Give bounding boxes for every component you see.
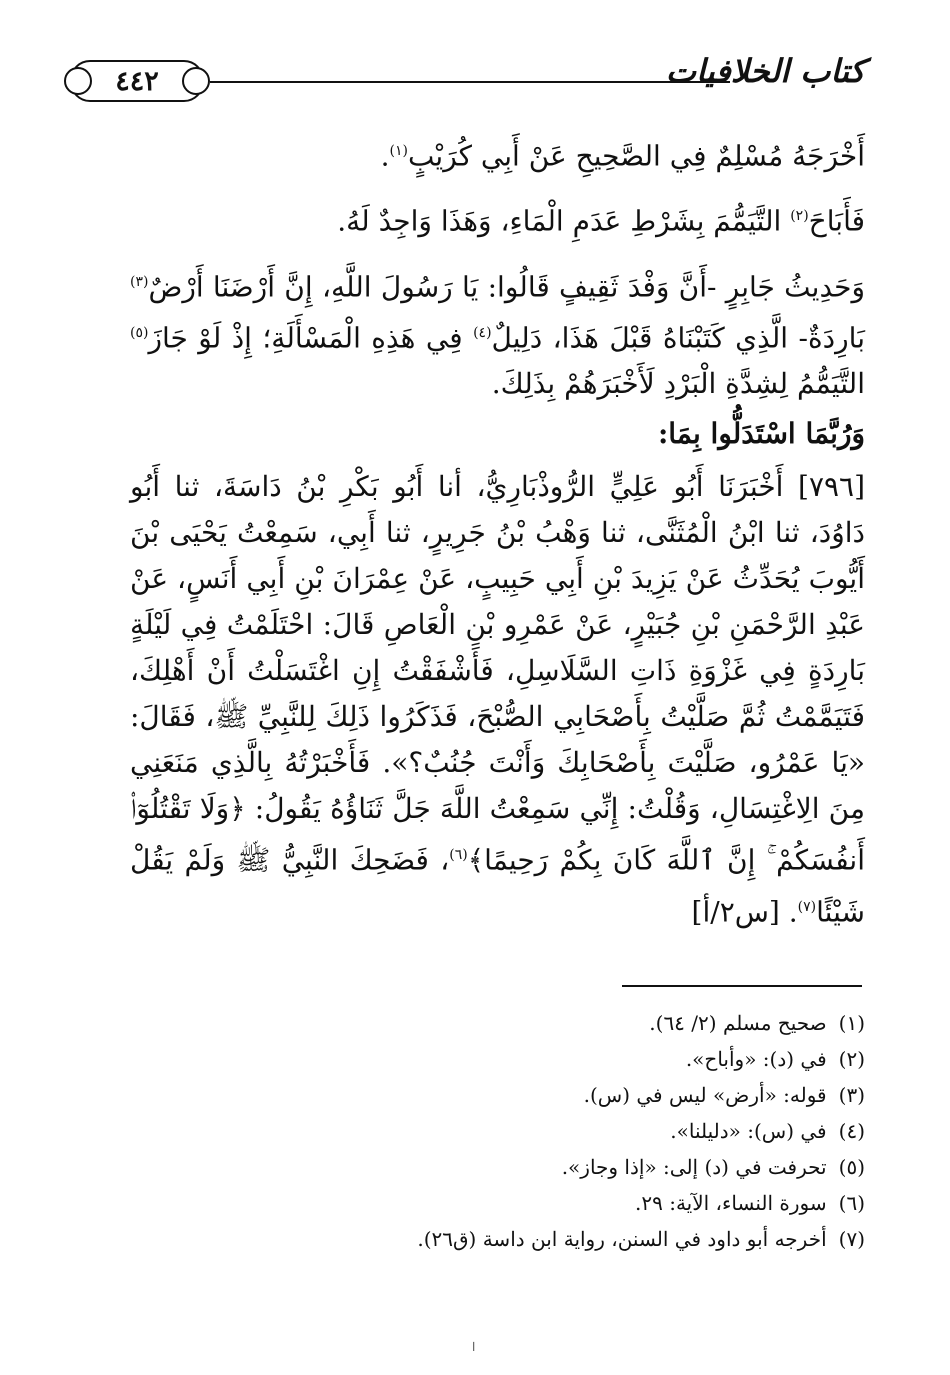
- footnote-number: (٦): [838, 1191, 865, 1215]
- hadith-paragraph: [130, 464, 865, 935]
- header-rule: [210, 81, 730, 83]
- footnote-number: (٣): [838, 1083, 865, 1107]
- footnote-ref: (٥): [130, 324, 149, 341]
- paragraph-1: [130, 128, 865, 179]
- footnote-ref: (٣): [130, 273, 149, 290]
- paragraph-3: [130, 259, 865, 408]
- footnote-ref: (٦): [449, 847, 468, 864]
- book-title: كتاب الخلافيات: [665, 52, 865, 90]
- text-run: التَّيَمُّمُ لِشِدَّةِ الْبَرْدِ لَأَخْبَرَهُمْ بِذَلِكَ.: [491, 367, 865, 401]
- footnote-text: صحيح مسلم (٢/ ٦٤).: [649, 1011, 827, 1035]
- footnote-number: (٤): [838, 1119, 865, 1143]
- main-text: [130, 128, 865, 935]
- paragraph-2: [130, 193, 865, 244]
- footnote-ref: (١): [389, 143, 408, 159]
- footnote-ref: (٢): [790, 208, 809, 225]
- footnote-text: في (س): «دليلنا».: [670, 1119, 827, 1143]
- footnote-5: [130, 1149, 865, 1185]
- text-run: [٧٩٦] أَخْبَرَنَا أَبُو عَلِيٍّ الرُّوذْبَارِيُّ، أنا أَبُو بَكْرِ بْنُ دَاسَةَ، ثنا أَبُو دَاوُدَ، ثنا ابْنُ الْمُثَنَّى، ثنا وَهْبُ بْنُ جَرِيرٍ، ثنا أَبِي، سَمِعْتُ يَحْيَى بْنَ أَيُّوبَ يُحَدِّثُ عَنْ يَزِيدَ بْنِ أَبِي حَبِيبٍ، عَنْ عِمْرَانَ بْنِ أَبِي أَنَسٍ، عَنْ عَبْدِ الرَّحْمَنِ بْنِ جُبَيْرٍ، عَنْ عَمْرِو بْنِ الْعَاصِ قَالَ: احْتَلَمْتُ فِي لَيْلَةٍ بَارِدَةٍ فِي غَزْوَةِ ذَاتِ السَّلَاسِلِ، فَأَشْفَقْتُ إِنِ اغْتَسَلْتُ أَنْ أَهْلِكَ، فَتَيَمَّمْتُ ثُمَّ صَلَّيْتُ بِأَصْحَابِي الصُّبْحَ، فَذَكَرُوا ذَلِكَ لِلنَّبِيِّ ﷺ، فَقَالَ: «يَا عَمْرُو، صَلَّيْتَ بِأَصْحَابِكَ وَأَنْتَ جُنُبٌ؟». فَأَخْبَرْتُهُ بِالَّذِي مَنَعَنِي مِنَ الِاغْتِسَالِ، وَقُلْتُ: إِنِّي سَمِعْتُ اللَّهَ جَلَّ ثَنَاؤُهُ يَقُولُ: ﴿وَلَا تَقْتُلُوٓا۟ أَنفُسَكُمْ ۚ إِنَّ ٱللَّهَ كَانَ بِكُمْ رَحِيمًا﴾: [130, 470, 865, 877]
- footnote-text: في (د): «وأباح».: [685, 1047, 827, 1071]
- footnote-number: (٧): [838, 1227, 865, 1251]
- text-run: فِي هَذِهِ الْمَسْأَلَةِ؛ إِذْ لَوْ جَازَ: [148, 321, 474, 355]
- footnote-4: [130, 1113, 865, 1149]
- footnote-number: (١): [838, 1011, 865, 1035]
- footnote-7: [130, 1221, 865, 1257]
- text-run: ، فَضَحِكَ النَّبِيُّ ﷺ وَلَمْ يَقُلْ شَيْئًا: [130, 843, 865, 928]
- page-number-box: [70, 60, 204, 102]
- footnote-2: [130, 1041, 865, 1077]
- text-run: التَّيَمُّمَ بِشَرْطِ عَدَمِ الْمَاءِ، وَهَذَا وَاجِدٌ لَهُ.: [337, 204, 791, 238]
- footnote-text: أخرجه أبو داود في السنن، رواية ابن داسة (ق٢٦).: [417, 1227, 827, 1251]
- footnote-text: تحرفت في (د) إلى: «إذا وجاز».: [561, 1155, 827, 1179]
- text-run: بَارِدَةٌ- الَّذِي كَتَبْنَاهُ قَبْلَ هَذَا، دَلِيلٌ: [491, 321, 865, 355]
- footnote-1: [130, 1005, 865, 1041]
- text-run: وَحَدِيثُ جَابِرٍ -أَنَّ وَفْدَ ثَقِيفٍ قَالُوا: يَا رَسُولَ اللَّهِ، إِنَّ أَرْضَنَا أَرْضٌ: [148, 269, 865, 303]
- footnote-separator: [622, 985, 862, 987]
- footnote-number: (٥): [838, 1155, 865, 1179]
- text-run: فَأَبَاحَ: [808, 204, 865, 238]
- page-header: [70, 52, 865, 120]
- footnote-number: (٢): [838, 1047, 865, 1071]
- footnote-text: قوله: «أرض» ليس في (س).: [583, 1083, 827, 1107]
- text-run: أَخْرَجَهُ مُسْلِمٌ فِي الصَّحِيحِ عَنْ أَبِي كُرَيْبٍ: [407, 139, 865, 173]
- footnote-3: [130, 1077, 865, 1113]
- text-run: . [س٢/أ]: [691, 894, 798, 928]
- footnotes: [130, 1005, 865, 1257]
- text-run: .: [380, 139, 390, 173]
- footnote-ref: (٤): [473, 324, 492, 341]
- footnote-ref: (٧): [797, 898, 817, 915]
- footnote-text: سورة النساء، الآية: ٢٩.: [635, 1191, 827, 1215]
- subheading: وَرُبَّمَا اسْتَدَلُّوا بِمَا:: [657, 417, 865, 451]
- bottom-mark: ا: [472, 1340, 476, 1354]
- footnote-6: [130, 1185, 865, 1221]
- page-number: ٤٤٢: [115, 65, 159, 97]
